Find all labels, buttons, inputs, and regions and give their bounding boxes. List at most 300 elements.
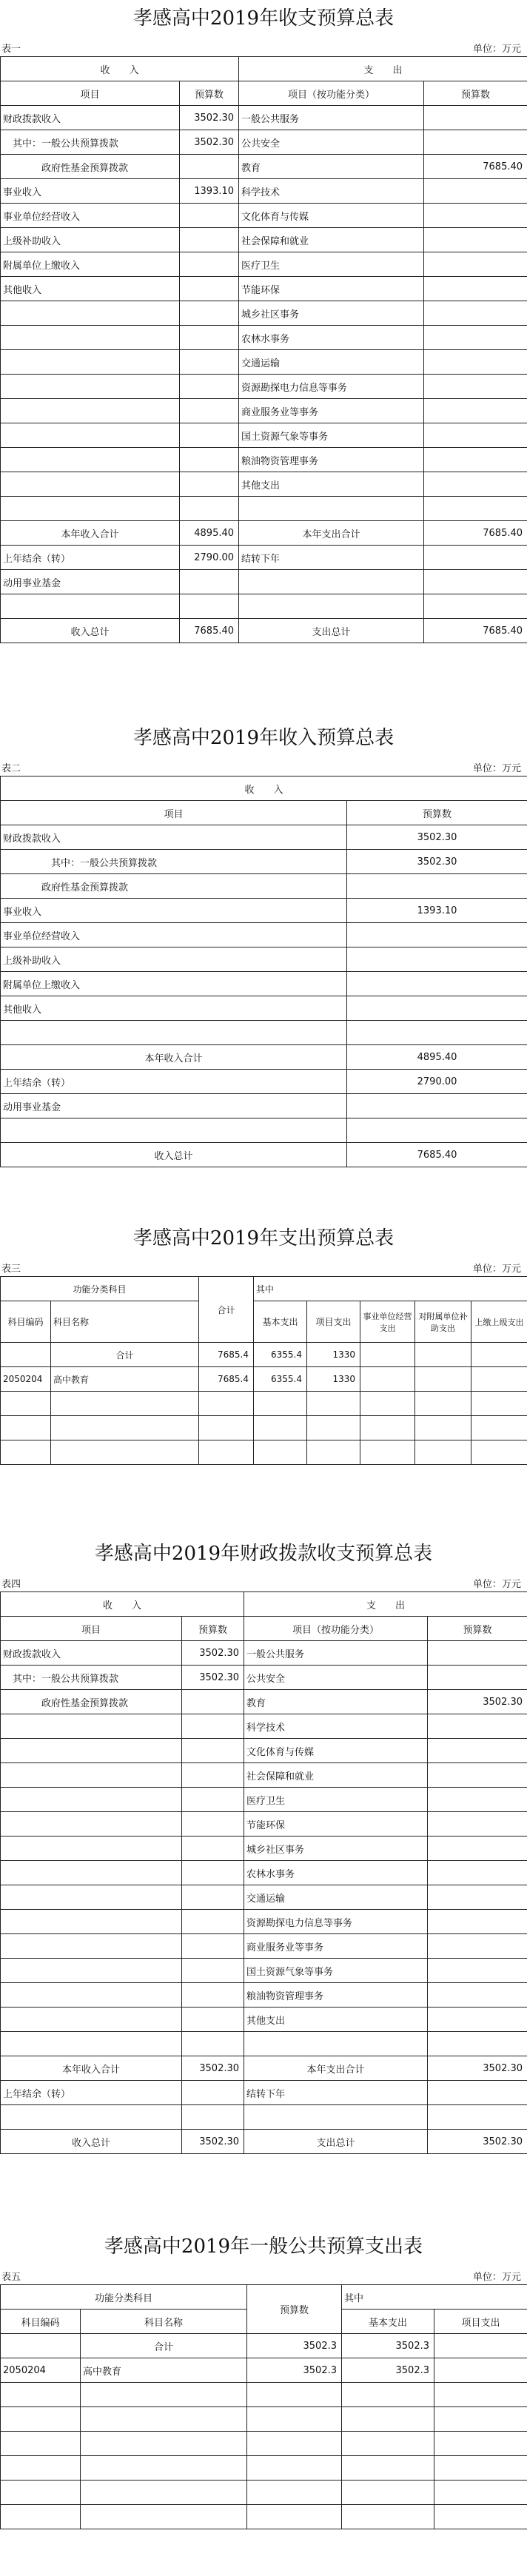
upper-expense bbox=[471, 1416, 527, 1440]
expense-item: 一般公共服务 bbox=[244, 1641, 428, 1666]
income-item: 政府性基金预算拨款 bbox=[1, 155, 180, 179]
project-expense bbox=[434, 2334, 527, 2358]
income-value bbox=[182, 1837, 244, 1861]
budget: 3502.3 bbox=[247, 2334, 342, 2358]
table5-header-row-1 bbox=[1, 2285, 527, 2310]
table3-code-header: 科目编码 bbox=[1, 1301, 51, 1343]
income-value bbox=[182, 2081, 244, 2105]
income-value bbox=[182, 1812, 244, 1837]
business-expense bbox=[360, 1343, 415, 1367]
income-item bbox=[1, 1739, 182, 1763]
budget bbox=[247, 2407, 342, 2432]
income-item: 财政拨款收入 bbox=[1, 1641, 182, 1666]
income-item bbox=[1, 1885, 182, 1910]
expense-value bbox=[424, 350, 527, 375]
table-row bbox=[1, 472, 527, 497]
expense-item: 农林水事务 bbox=[244, 1861, 428, 1885]
t2-budget-header: 预算数 bbox=[347, 801, 527, 825]
table-row bbox=[1, 2008, 527, 2032]
table-row bbox=[1, 947, 527, 972]
income-value bbox=[180, 228, 239, 252]
table2-section bbox=[0, 720, 527, 1167]
total: 7685.4 bbox=[199, 1367, 254, 1392]
table3-meta bbox=[0, 1257, 527, 1276]
subject-code bbox=[1, 1416, 51, 1440]
upper-expense bbox=[471, 1343, 527, 1367]
income-value bbox=[182, 2032, 244, 2056]
table-row bbox=[1, 619, 527, 643]
t2-item-header: 项目 bbox=[1, 801, 347, 825]
expense-item bbox=[244, 2032, 428, 2056]
income-value bbox=[180, 350, 239, 375]
expense-value bbox=[424, 252, 527, 277]
basic-expense bbox=[342, 2407, 434, 2432]
income-item: 本年收入合计 bbox=[1, 2056, 182, 2081]
subject-code bbox=[1, 2407, 81, 2432]
expense-item: 支出总计 bbox=[244, 2130, 428, 2154]
income-item bbox=[1, 497, 180, 521]
income-value: 3502.30 bbox=[182, 2130, 244, 2154]
expense-item: 社会保障和就业 bbox=[244, 1763, 428, 1788]
expense-item: 公共安全 bbox=[239, 130, 424, 155]
expense-item: 科学技术 bbox=[239, 179, 424, 204]
table-row bbox=[1, 326, 527, 350]
income-value bbox=[182, 1959, 244, 1983]
project-expense bbox=[434, 2456, 527, 2481]
income-item bbox=[1, 2105, 182, 2130]
subsidy-expense bbox=[415, 1416, 471, 1440]
income-item: 财政拨款收入 bbox=[1, 106, 180, 130]
table3 bbox=[0, 1276, 527, 1465]
budget bbox=[247, 2505, 342, 2529]
table-row bbox=[1, 1641, 527, 1666]
t1-item-header: 项目 bbox=[1, 81, 180, 106]
t4-income-header: 收 入 bbox=[1, 1592, 244, 1617]
expense-value bbox=[424, 570, 527, 594]
table-row bbox=[1, 2358, 527, 2383]
table-row bbox=[1, 899, 527, 923]
income-item bbox=[1, 1812, 182, 1837]
expense-value bbox=[428, 1739, 527, 1763]
income-value: 2790.00 bbox=[347, 1070, 527, 1094]
t1-header-row-2 bbox=[1, 81, 527, 106]
subsidy-expense bbox=[415, 1392, 471, 1416]
t2-header-row-2 bbox=[1, 801, 527, 825]
table3-unit: 单位：万元 bbox=[472, 1264, 521, 1275]
expense-value: 3502.30 bbox=[428, 2130, 527, 2154]
table1-meta bbox=[0, 37, 527, 56]
table-row bbox=[1, 850, 527, 874]
table-row bbox=[1, 1983, 527, 2008]
table3-business-header: 事业单位经营支出 bbox=[360, 1301, 415, 1343]
expense-item: 资源勘探电力信息等事务 bbox=[244, 1910, 428, 1934]
expense-item: 一般公共服务 bbox=[239, 106, 424, 130]
income-value: 2790.00 bbox=[180, 546, 239, 570]
t4-expense-header: 支 出 bbox=[244, 1592, 527, 1617]
table-row bbox=[1, 448, 527, 472]
income-value: 7685.40 bbox=[180, 619, 239, 643]
income-value: 4895.40 bbox=[347, 1045, 527, 1070]
income-value bbox=[180, 399, 239, 423]
t1-function-budget-header: 预算数 bbox=[424, 81, 527, 106]
table4-title: 孝感高中2019年财政拨款收支预算总表 bbox=[94, 1543, 433, 1565]
table3-upper-header: 上缴上级支出 bbox=[471, 1301, 527, 1343]
income-value: 3502.30 bbox=[347, 850, 527, 874]
basic-expense: 6355.4 bbox=[254, 1367, 307, 1392]
income-value: 3502.30 bbox=[180, 130, 239, 155]
table5-title: 孝感高中2019年一般公共预算支出表 bbox=[104, 2235, 423, 2258]
income-item: 本年收入合计 bbox=[1, 1045, 347, 1070]
expense-item: 城乡社区事务 bbox=[239, 301, 424, 326]
expense-value: 7685.40 bbox=[424, 619, 527, 643]
income-item bbox=[1, 1837, 182, 1861]
table-row bbox=[1, 252, 527, 277]
table-row bbox=[1, 2105, 527, 2130]
income-value bbox=[180, 497, 239, 521]
income-item bbox=[1, 326, 180, 350]
table2 bbox=[0, 776, 527, 1167]
expense-value bbox=[424, 130, 527, 155]
basic-expense bbox=[342, 2456, 434, 2481]
table2-title: 孝感高中2019年收入预算总表 bbox=[132, 727, 395, 749]
table5-code-header: 科目编码 bbox=[1, 2310, 81, 2334]
expense-item bbox=[244, 2105, 428, 2130]
income-item bbox=[1, 2008, 182, 2032]
business-expense bbox=[360, 1367, 415, 1392]
expense-item: 交通运输 bbox=[239, 350, 424, 375]
expense-item: 节能环保 bbox=[239, 277, 424, 301]
table-row bbox=[1, 130, 527, 155]
income-value bbox=[182, 1788, 244, 1812]
table-row bbox=[1, 1739, 527, 1763]
income-value bbox=[347, 996, 527, 1021]
table3-total-header: 合计 bbox=[199, 1277, 254, 1343]
table3-header-row-2 bbox=[1, 1301, 527, 1343]
table3-section bbox=[0, 1220, 527, 1465]
business-expense bbox=[360, 1440, 415, 1465]
expense-value bbox=[424, 423, 527, 448]
expense-item: 教育 bbox=[244, 1690, 428, 1714]
income-item bbox=[1, 301, 180, 326]
t1-expense-header: 支 出 bbox=[239, 57, 527, 81]
income-value: 1393.10 bbox=[180, 179, 239, 204]
table-row bbox=[1, 1959, 527, 1983]
table-row bbox=[1, 1143, 527, 1167]
table3-subsidy-header: 对附属单位补助支出 bbox=[415, 1301, 471, 1343]
income-item bbox=[1, 375, 180, 399]
table4-label: 表四 bbox=[1, 1579, 21, 1590]
income-item bbox=[1, 1763, 182, 1788]
expense-value bbox=[424, 399, 527, 423]
expense-item: 结转下年 bbox=[244, 2081, 428, 2105]
table-row bbox=[1, 423, 527, 448]
expense-value bbox=[424, 179, 527, 204]
table3-title: 孝感高中2019年支出预算总表 bbox=[132, 1227, 395, 1250]
subsidy-expense bbox=[415, 1367, 471, 1392]
income-item: 收入总计 bbox=[1, 619, 180, 643]
income-item bbox=[1, 1959, 182, 1983]
t4-function-item-header: 项目（按功能分类） bbox=[244, 1617, 428, 1641]
income-value bbox=[182, 1934, 244, 1959]
table-row bbox=[1, 1367, 527, 1392]
subject-name bbox=[81, 2505, 247, 2529]
income-value bbox=[180, 594, 239, 619]
table-row bbox=[1, 350, 527, 375]
income-value bbox=[182, 2008, 244, 2032]
expense-value: 7685.40 bbox=[424, 155, 527, 179]
expense-value bbox=[424, 497, 527, 521]
income-value: 7685.40 bbox=[347, 1143, 527, 1167]
expense-item: 社会保障和就业 bbox=[239, 228, 424, 252]
subject-code bbox=[1, 1392, 51, 1416]
expense-value bbox=[428, 2008, 527, 2032]
income-item bbox=[1, 1983, 182, 2008]
table-row bbox=[1, 179, 527, 204]
table-row bbox=[1, 399, 527, 423]
subject-name bbox=[81, 2481, 247, 2505]
subject-code bbox=[1, 1343, 51, 1367]
table-row bbox=[1, 546, 527, 570]
expense-item: 医疗卫生 bbox=[244, 1788, 428, 1812]
expense-item: 教育 bbox=[239, 155, 424, 179]
expense-value bbox=[428, 1934, 527, 1959]
expense-value bbox=[424, 301, 527, 326]
income-item: 其他收入 bbox=[1, 996, 347, 1021]
basic-expense bbox=[254, 1392, 307, 1416]
table-row bbox=[1, 594, 527, 619]
income-value bbox=[347, 1021, 527, 1045]
income-value bbox=[182, 1763, 244, 1788]
income-value: 3502.30 bbox=[182, 2056, 244, 2081]
income-item bbox=[1, 1118, 347, 1143]
t4-function-budget-header: 预算数 bbox=[428, 1617, 527, 1641]
income-item: 政府性基金预算拨款 bbox=[1, 874, 347, 899]
income-item bbox=[1, 1910, 182, 1934]
table-row bbox=[1, 2056, 527, 2081]
expense-value bbox=[428, 1861, 527, 1885]
expense-value bbox=[428, 1763, 527, 1788]
income-item: 其他收入 bbox=[1, 277, 180, 301]
table5-name-header: 科目名称 bbox=[81, 2310, 247, 2334]
expense-value bbox=[424, 277, 527, 301]
table-row bbox=[1, 1021, 527, 1045]
expense-value bbox=[424, 546, 527, 570]
income-item: 附属单位上缴收入 bbox=[1, 972, 347, 996]
income-value bbox=[180, 204, 239, 228]
table1-title: 孝感高中2019年收支预算总表 bbox=[132, 7, 395, 30]
table3-among-header: 其中 bbox=[254, 1277, 527, 1301]
table1-label: 表一 bbox=[1, 44, 21, 55]
table-row bbox=[1, 1392, 527, 1416]
expense-value bbox=[424, 448, 527, 472]
subject-name: 合计 bbox=[81, 2334, 247, 2358]
table-row bbox=[1, 1861, 527, 1885]
table-row bbox=[1, 1666, 527, 1690]
income-value: 4895.40 bbox=[180, 521, 239, 546]
expense-value bbox=[424, 594, 527, 619]
expense-item: 商业服务业等事务 bbox=[244, 1934, 428, 1959]
income-item bbox=[1, 1021, 347, 1045]
upper-expense bbox=[471, 1367, 527, 1392]
budget bbox=[247, 2456, 342, 2481]
table-row bbox=[1, 521, 527, 546]
subsidy-expense bbox=[415, 1440, 471, 1465]
income-value bbox=[180, 277, 239, 301]
expense-value bbox=[428, 1666, 527, 1690]
basic-expense bbox=[342, 2383, 434, 2407]
expense-item: 科学技术 bbox=[244, 1714, 428, 1739]
basic-expense: 6355.4 bbox=[254, 1343, 307, 1367]
expense-value bbox=[424, 472, 527, 497]
table-row bbox=[1, 106, 527, 130]
table-row bbox=[1, 1045, 527, 1070]
expense-item: 文化体育与传媒 bbox=[239, 204, 424, 228]
table-row bbox=[1, 277, 527, 301]
table-row bbox=[1, 2456, 527, 2481]
expense-value: 3502.30 bbox=[428, 2056, 527, 2081]
income-item bbox=[1, 1788, 182, 1812]
table-row bbox=[1, 155, 527, 179]
table2-unit: 单位：万元 bbox=[472, 763, 521, 774]
subject-name bbox=[81, 2407, 247, 2432]
t4-header-row-2 bbox=[1, 1617, 527, 1641]
expense-item: 本年支出合计 bbox=[244, 2056, 428, 2081]
income-value bbox=[182, 1983, 244, 2008]
t1-header-row-1 bbox=[1, 57, 527, 81]
project-expense bbox=[307, 1416, 360, 1440]
expense-value bbox=[428, 1885, 527, 1910]
expense-item: 其他支出 bbox=[239, 472, 424, 497]
expense-item bbox=[239, 570, 424, 594]
t4-header-row-1 bbox=[1, 1592, 527, 1617]
business-expense bbox=[360, 1416, 415, 1440]
table5 bbox=[0, 2284, 527, 2529]
table5-meta bbox=[0, 2265, 527, 2284]
expense-value bbox=[428, 2105, 527, 2130]
subject-name bbox=[81, 2383, 247, 2407]
income-item bbox=[1, 448, 180, 472]
expense-item: 国土资源气象等事务 bbox=[239, 423, 424, 448]
budget: 3502.3 bbox=[247, 2358, 342, 2383]
expense-item: 城乡社区事务 bbox=[244, 1837, 428, 1861]
total bbox=[199, 1416, 254, 1440]
expense-value bbox=[428, 2032, 527, 2056]
table-row bbox=[1, 2130, 527, 2154]
t2-header-row-1 bbox=[1, 777, 527, 801]
subject-name bbox=[51, 1392, 199, 1416]
income-value bbox=[180, 375, 239, 399]
basic-expense bbox=[342, 2432, 434, 2456]
budget bbox=[247, 2432, 342, 2456]
table-row bbox=[1, 2505, 527, 2529]
expense-item: 公共安全 bbox=[244, 1666, 428, 1690]
income-value bbox=[182, 1714, 244, 1739]
table1-unit: 单位：万元 bbox=[472, 44, 521, 55]
subject-code bbox=[1, 2383, 81, 2407]
subject-code bbox=[1, 2481, 81, 2505]
project-expense bbox=[434, 2358, 527, 2383]
project-expense bbox=[434, 2383, 527, 2407]
income-value bbox=[347, 947, 527, 972]
subject-name bbox=[81, 2432, 247, 2456]
table-row bbox=[1, 2481, 527, 2505]
expense-value bbox=[424, 326, 527, 350]
table-row bbox=[1, 2334, 527, 2358]
t4-budget-header: 预算数 bbox=[182, 1617, 244, 1641]
table1-section bbox=[0, 0, 527, 643]
income-value bbox=[180, 252, 239, 277]
table-row bbox=[1, 1763, 527, 1788]
income-value: 3502.30 bbox=[180, 106, 239, 130]
expense-item: 支出总计 bbox=[239, 619, 424, 643]
subject-name: 高中教育 bbox=[51, 1367, 199, 1392]
budget bbox=[247, 2383, 342, 2407]
subject-code bbox=[1, 2505, 81, 2529]
table-row bbox=[1, 2432, 527, 2456]
income-value bbox=[180, 423, 239, 448]
table5-unit: 单位：万元 bbox=[472, 2272, 521, 2283]
income-item: 动用事业基金 bbox=[1, 1094, 347, 1118]
table4 bbox=[0, 1591, 527, 2154]
table-row bbox=[1, 2032, 527, 2056]
table-row bbox=[1, 1094, 527, 1118]
subject-name bbox=[51, 1416, 199, 1440]
subject-name: 高中教育 bbox=[81, 2358, 247, 2383]
income-item bbox=[1, 1714, 182, 1739]
upper-expense bbox=[471, 1440, 527, 1465]
table-row bbox=[1, 1788, 527, 1812]
income-value bbox=[180, 326, 239, 350]
table5-section bbox=[0, 2228, 527, 2529]
total: 7685.4 bbox=[199, 1343, 254, 1367]
income-item: 本年收入合计 bbox=[1, 521, 180, 546]
table5-func-header: 功能分类科目 bbox=[1, 2285, 247, 2310]
income-item: 事业收入 bbox=[1, 899, 347, 923]
subject-code bbox=[1, 2456, 81, 2481]
expense-item: 本年支出合计 bbox=[239, 521, 424, 546]
table-row bbox=[1, 1416, 527, 1440]
income-item bbox=[1, 1934, 182, 1959]
expense-item: 商业服务业等事务 bbox=[239, 399, 424, 423]
income-item: 其中：一般公共预算拨款 bbox=[1, 1666, 182, 1690]
project-expense bbox=[434, 2407, 527, 2432]
expense-value bbox=[424, 375, 527, 399]
income-item: 其中：一般公共预算拨款 bbox=[1, 130, 180, 155]
project-expense bbox=[307, 1440, 360, 1465]
income-item: 事业单位经营收入 bbox=[1, 204, 180, 228]
basic-expense bbox=[254, 1440, 307, 1465]
expense-value bbox=[428, 1641, 527, 1666]
income-item bbox=[1, 423, 180, 448]
expense-item: 资源勘探电力信息等事务 bbox=[239, 375, 424, 399]
income-value bbox=[182, 1739, 244, 1763]
income-value bbox=[182, 1885, 244, 1910]
table5-budget-header: 预算数 bbox=[247, 2285, 342, 2334]
subject-code bbox=[1, 1440, 51, 1465]
expense-item: 国土资源气象等事务 bbox=[244, 1959, 428, 1983]
income-value bbox=[182, 1861, 244, 1885]
income-value bbox=[347, 1118, 527, 1143]
income-value bbox=[180, 448, 239, 472]
income-item: 动用事业基金 bbox=[1, 570, 180, 594]
table-row bbox=[1, 570, 527, 594]
total bbox=[199, 1392, 254, 1416]
table-row bbox=[1, 1910, 527, 1934]
table-row bbox=[1, 1837, 527, 1861]
table5-label: 表五 bbox=[1, 2272, 21, 2283]
table4-section bbox=[0, 1535, 527, 2154]
income-item bbox=[1, 399, 180, 423]
